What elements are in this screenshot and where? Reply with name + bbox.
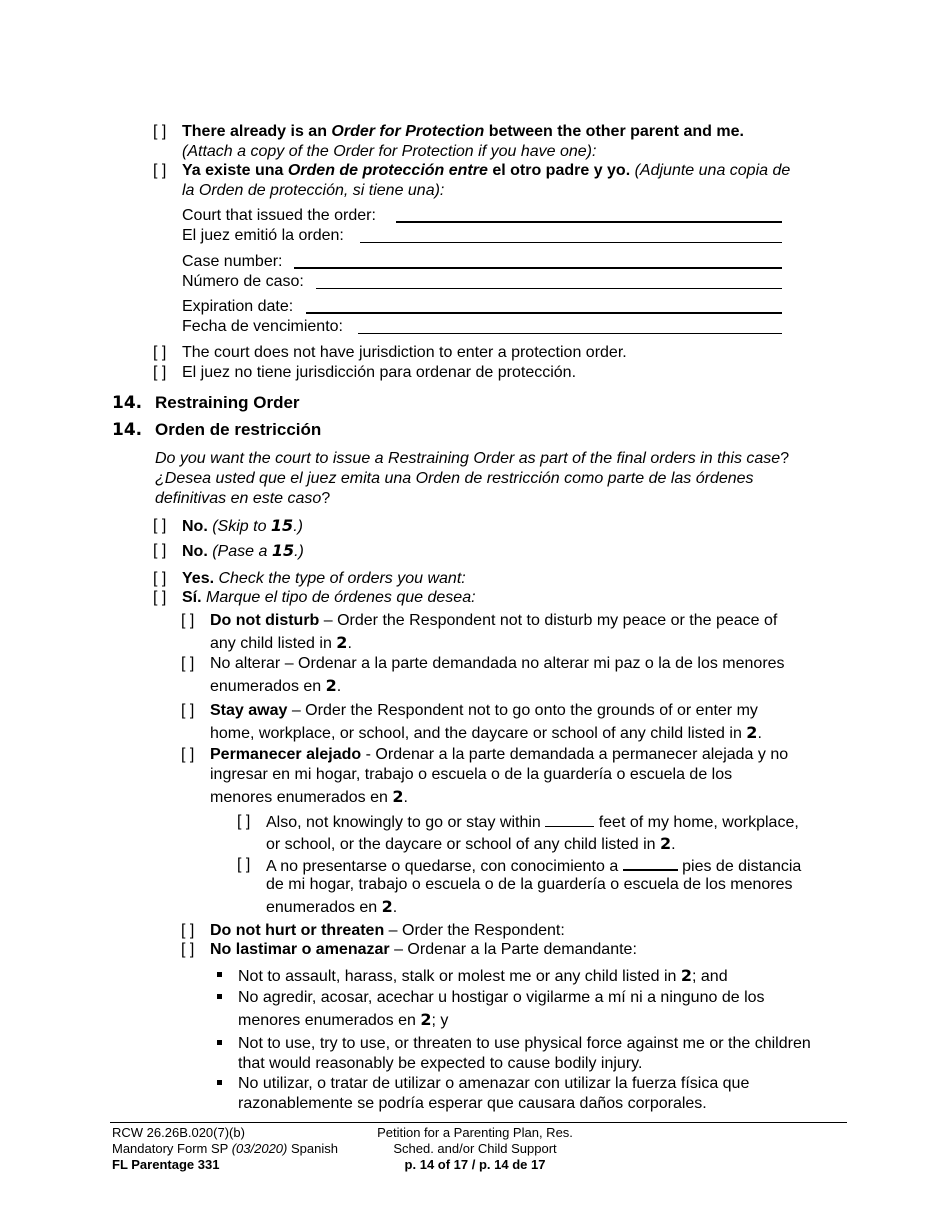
feet-en-1: Also, not knowingly to go or stay within feet of my home, workplace,	[266, 814, 799, 831]
expiration-label-es: Fecha de vencimiento:	[182, 318, 343, 335]
checkbox[interactable]: [ ]	[153, 542, 167, 559]
section-title-es: Orden de restricción	[155, 420, 322, 439]
court-label-en: Court that issued the order:	[182, 207, 376, 224]
footer-title-2: Sched. and/or Child Support	[393, 1141, 557, 1156]
court-label-es: El juez emitió la orden:	[182, 227, 344, 244]
checkbox[interactable]: [ ]	[237, 856, 251, 873]
court-input-en[interactable]	[396, 221, 782, 223]
court-field-es	[182, 226, 782, 246]
footer-form-id: FL Parentage 331	[112, 1157, 220, 1172]
bullet-1-es-1: No agredir, acosar, acechar u hostigar o vigilarme a mí ni a ninguno de los	[238, 989, 765, 1006]
expiration-label-en: Expiration date:	[182, 298, 294, 315]
case-field-es	[182, 272, 782, 292]
checkbox[interactable]: [ ]	[181, 655, 195, 672]
case-label-es: Número de caso:	[182, 273, 304, 290]
expiration-input-en[interactable]	[306, 312, 782, 314]
hurt-en: Do not hurt or threaten – Order the Respondent:	[210, 922, 565, 939]
bullet-icon	[217, 994, 222, 999]
bullet-1-en: Not to assault, harass, stalk or molest me or any child listed in 2; and	[238, 966, 728, 985]
section-title-en: Restraining Order	[155, 393, 300, 412]
court-input-es[interactable]	[360, 242, 782, 243]
bullet-2-en-1: Not to use, try to use, or threaten to use physical force against me or the children	[238, 1035, 811, 1052]
protection-note-en: (Attach a copy of the Order for Protection if you have one):	[182, 143, 597, 160]
no-jurisdiction-es: El juez no tiene jurisdicción para ordenar de protección.	[182, 364, 577, 381]
away-es-1: Permanecer alejado - Ordenar a la parte demandada a permanecer alejada y no	[210, 746, 789, 763]
disturb-en-2: any child listed in 2.	[210, 633, 352, 652]
checkbox[interactable]: [ ]	[153, 570, 167, 587]
away-es-3: menores enumerados en 2.	[210, 787, 408, 806]
expiration-field-en	[182, 297, 782, 317]
disturb-es-2: enumerados en 2.	[210, 676, 342, 695]
checkbox[interactable]: [ ]	[181, 746, 195, 763]
footer-page-number: p. 14 of 17 / p. 14 de 17	[404, 1157, 546, 1172]
feet-es-1: A no presentarse o quedarse, con conocimiento a pies de distancia	[266, 855, 801, 877]
disturb-en-1: Do not disturb – Order the Respondent not to disturb my peace or the peace of	[210, 612, 778, 629]
feet-es-2: de mi hogar, trabajo o escuela o de la guardería o escuela de los menores	[266, 876, 793, 893]
protection-exists-en: There already is an Order for Protection between the other parent and me.	[182, 123, 744, 140]
feet-input-es[interactable]	[623, 855, 678, 871]
bullet-icon	[217, 972, 222, 977]
feet-en-2: or school, or the daycare or school of any child listed in 2.	[266, 834, 676, 853]
question-en: Do you want the court to issue a Restraining Order as part of the final orders in this case?	[155, 450, 790, 467]
protection-note-es: la Orden de protección, si tiene una):	[182, 182, 445, 199]
section-number: 14.	[112, 393, 143, 413]
feet-input-en[interactable]	[545, 812, 594, 827]
case-label-en: Case number:	[182, 253, 283, 270]
option-no-es: No. (Pase a 15.)	[182, 541, 304, 560]
question-es-2: definitivas en este caso?	[155, 490, 331, 507]
away-es-2: ingresar en mi hogar, trabajo o escuela o de la guardería o escuela de los	[210, 766, 733, 783]
question-es-1: ¿Desea usted que el juez emita una Orden de restricción como parte de las órdenes	[155, 470, 754, 487]
case-input-en[interactable]	[294, 267, 782, 269]
away-en-2: home, workplace, or school, and the daycare or school of any child listed in 2.	[210, 723, 762, 742]
checkbox[interactable]: [ ]	[181, 941, 195, 958]
bullet-2-en-2: that would reasonably be expected to cause bodily injury.	[238, 1055, 643, 1072]
bullet-2-es-1: No utilizar, o tratar de utilizar o amenazar con utilizar la fuerza física que	[238, 1075, 750, 1092]
expiration-input-es[interactable]	[358, 333, 782, 334]
bullet-2-es-2: razonablemente se podría esperar que causara daños corporales.	[238, 1095, 707, 1112]
option-yes-en: Yes. Check the type of orders you want:	[182, 570, 466, 587]
checkbox[interactable]: [ ]	[153, 364, 167, 381]
court-field-en	[182, 206, 782, 226]
no-jurisdiction-en: The court does not have jurisdiction to enter a protection order.	[182, 344, 627, 361]
footer-title-1: Petition for a Parenting Plan, Res.	[377, 1125, 573, 1140]
checkbox[interactable]: [ ]	[237, 813, 251, 830]
hurt-es: No lastimar o amenazar – Ordenar a la Parte demandante:	[210, 941, 637, 958]
checkbox[interactable]: [ ]	[181, 922, 195, 939]
section-number: 14.	[112, 420, 143, 440]
checkbox[interactable]: [ ]	[153, 589, 167, 606]
checkbox[interactable]: [ ]	[181, 612, 195, 629]
footer-form: Mandatory Form SP (03/2020) Spanish	[112, 1141, 338, 1156]
option-no-en: No. (Skip to 15.)	[182, 516, 303, 535]
option-yes-es: Sí. Marque el tipo de órdenes que desea:	[182, 589, 476, 606]
footer-rcw: RCW 26.26B.020(7)(b)	[112, 1125, 245, 1140]
disturb-es-1: No alterar – Ordenar a la parte demandada no alterar mi paz o la de los menores	[210, 655, 785, 672]
footer-divider	[110, 1122, 847, 1123]
case-field-en	[182, 252, 782, 272]
checkbox[interactable]: [ ]	[181, 702, 195, 719]
checkbox[interactable]: [ ]	[153, 517, 167, 534]
checkbox[interactable]: [ ]	[153, 123, 167, 140]
bullet-1-es-2: menores enumerados en 2; y	[238, 1010, 449, 1029]
bullet-icon	[217, 1040, 222, 1045]
expiration-field-es	[182, 317, 782, 337]
checkbox[interactable]: [ ]	[153, 162, 167, 179]
case-input-es[interactable]	[316, 288, 782, 289]
feet-es-3: enumerados en 2.	[266, 897, 398, 916]
protection-exists-es: Ya existe una Orden de protección entre el otro padre y yo. (Adjunte una copia de	[182, 162, 791, 179]
away-en-1: Stay away – Order the Respondent not to go onto the grounds of or enter my	[210, 702, 758, 719]
bullet-icon	[217, 1080, 222, 1085]
checkbox[interactable]: [ ]	[153, 344, 167, 361]
